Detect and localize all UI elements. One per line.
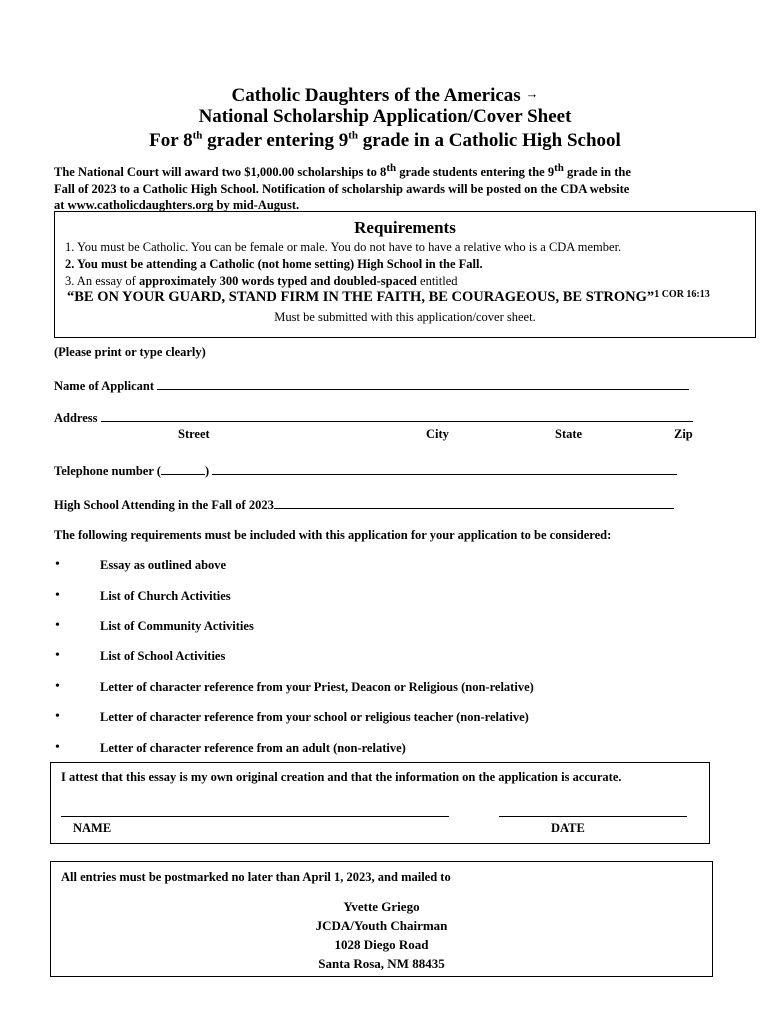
telephone-label: Telephone number ( bbox=[54, 464, 161, 478]
checklist-item: List of Community Activities bbox=[100, 619, 254, 633]
address-row bbox=[54, 409, 693, 426]
state-label: State bbox=[555, 427, 583, 441]
bullet-icon: • bbox=[55, 588, 60, 603]
requirements-title: Requirements bbox=[354, 218, 456, 237]
title-line-1: Catholic Daughters of the Americas bbox=[231, 85, 521, 106]
essay-title: “BE ON YOUR GUARD, STAND FIRM IN THE FAITH, BE COURAGEOUS, BE STRONG”$^{1 COR 16:13}$ bbox=[67, 289, 710, 305]
requirement-item-3: 3. An essay of approximately 300 words typed and doubled-spaced entitled bbox=[65, 274, 458, 288]
checklist-item: Letter of character reference from your school or religious teacher (non-relative) bbox=[100, 710, 529, 724]
high-school-field[interactable] bbox=[274, 496, 674, 509]
intro-line-1: The National Court will award two $1,000.00 scholarships to 8th grade students entering the 9th grade in the bbox=[54, 161, 631, 179]
address-label: Address bbox=[54, 411, 98, 425]
checklist-item: Essay as outlined above bbox=[100, 558, 227, 572]
applicant-name-row bbox=[54, 377, 689, 394]
mailing-box bbox=[50, 861, 713, 977]
date-line[interactable] bbox=[499, 816, 687, 817]
mailing-title: JCDA/Youth Chairman bbox=[315, 918, 448, 933]
bullet-icon: • bbox=[55, 679, 60, 694]
attestation-box bbox=[50, 762, 710, 844]
attestation-statement: I attest that this essay is my own original creation and that the information on the application is accurate. bbox=[61, 770, 622, 784]
bullet-icon: • bbox=[55, 648, 60, 663]
area-code-field[interactable] bbox=[161, 462, 205, 475]
deadline-text: All entries must be postmarked no later than April 1, 2023, and mailed to bbox=[61, 870, 451, 884]
intro-line-3: at www.catholicdaughters.org by mid-August. bbox=[54, 198, 300, 212]
arrow-icon: → bbox=[525, 86, 539, 101]
name-label: NAME bbox=[73, 821, 112, 835]
checklist-item: Letter of character reference from an adult (non-relative) bbox=[100, 741, 406, 755]
city-label: City bbox=[426, 427, 449, 441]
applicant-name-label: Name of Applicant bbox=[54, 379, 154, 393]
mailing-city: Santa Rosa, NM 88435 bbox=[318, 956, 445, 971]
checklist-item: List of School Activities bbox=[100, 649, 226, 663]
checklist-item: Letter of character reference from your Priest, Deacon or Religious (non-relative) bbox=[100, 680, 534, 694]
bullet-icon: • bbox=[55, 557, 60, 572]
mailing-street: 1028 Diego Road bbox=[334, 937, 429, 952]
checklist-item: List of Church Activities bbox=[100, 589, 231, 603]
street-label: Street bbox=[178, 427, 210, 441]
essay-reference: 1 COR 16:13 bbox=[654, 289, 710, 300]
requirements-box bbox=[54, 211, 756, 338]
requirement-item-1: 1. You must be Catholic. You can be female or male. You do not have to have a relative who is a CDA member. bbox=[65, 240, 622, 254]
zip-label: Zip bbox=[674, 427, 693, 441]
telephone-row: Telephone number ( ) bbox=[54, 462, 677, 479]
intro-line-2: Fall of 2023 to a Catholic High School. Notification of scholarship awards will be posted on the CDA website bbox=[54, 182, 630, 196]
high-school-label: High School Attending in the Fall of 2023 bbox=[54, 498, 274, 512]
bullet-icon: • bbox=[55, 709, 60, 724]
mailing-name: Yvette Griego bbox=[343, 899, 420, 914]
high-school-row bbox=[54, 496, 674, 513]
date-label: DATE bbox=[551, 821, 585, 835]
title-line-3: For 8th grader entering 9th grade in a Catholic High School bbox=[149, 129, 621, 151]
bullet-icon: • bbox=[55, 740, 60, 755]
requirement-item-2: 2. You must be attending a Catholic (not home setting) High School in the Fall. bbox=[65, 257, 483, 271]
title-line-2: National Scholarship Application/Cover Sheet bbox=[198, 106, 572, 127]
bullet-icon: • bbox=[55, 618, 60, 633]
address-field[interactable] bbox=[101, 409, 693, 422]
page-title bbox=[0, 83, 770, 107]
print-note: (Please print or type clearly) bbox=[54, 345, 206, 359]
name-signature-line[interactable] bbox=[61, 816, 449, 817]
applicant-name-field[interactable] bbox=[157, 377, 689, 390]
telephone-field[interactable] bbox=[212, 462, 677, 475]
checklist-heading: The following requirements must be included with this application for your application to be considered: bbox=[54, 528, 612, 542]
submit-note: Must be submitted with this application/cover sheet. bbox=[274, 310, 536, 324]
